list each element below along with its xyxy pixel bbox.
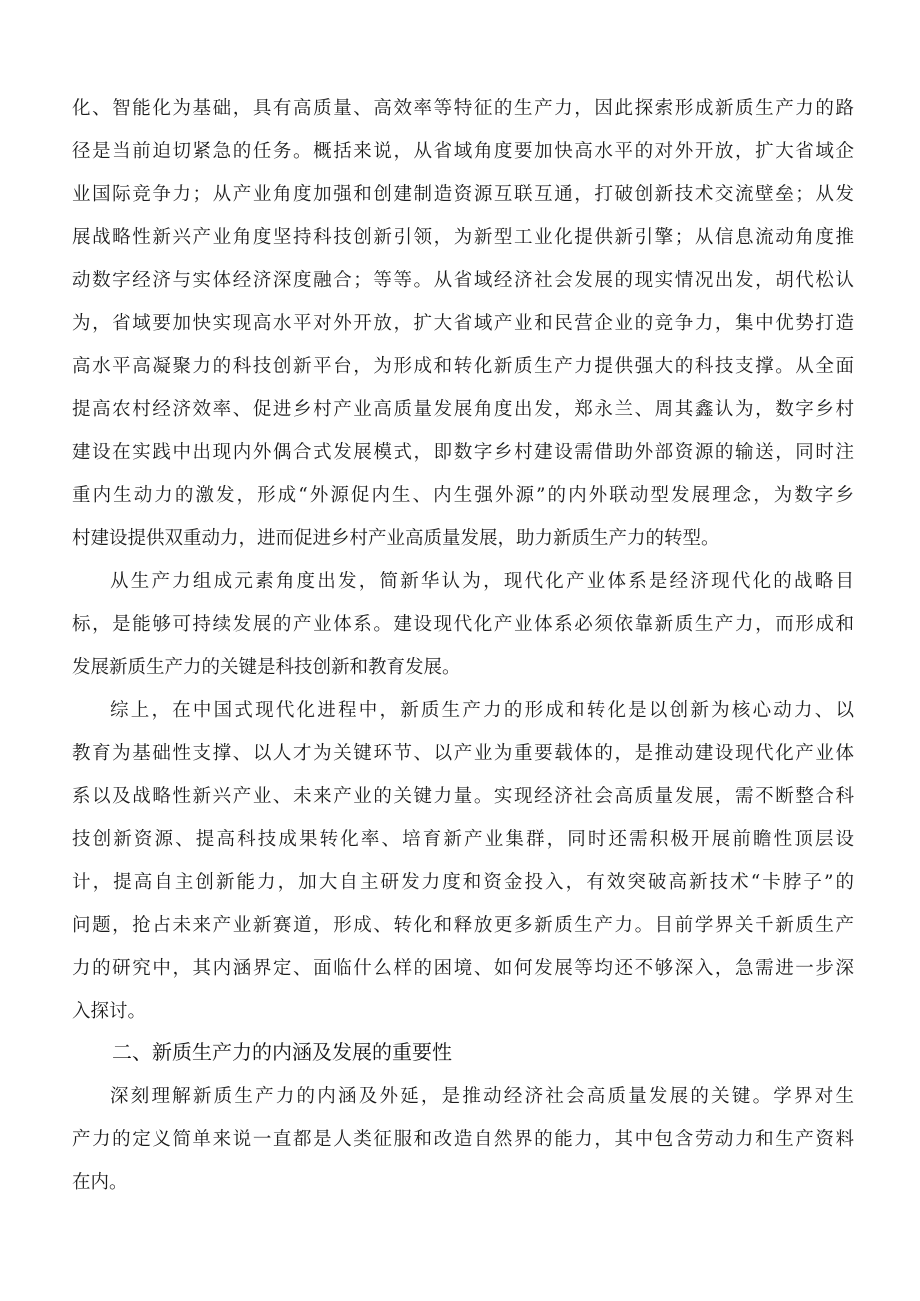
paragraph-1-line-1: 化、智能化为基础，具有高质量、高效率等特征的生产力，因此探索形成新质生产力的路 <box>72 98 854 119</box>
paragraph-4-line-3: 在内。 <box>72 1172 128 1193</box>
paragraph-3-line-7: 力的研究中，其内涵界定、面临什么样的困境、如何发展等均还不够深入，急需进一步深 <box>72 958 854 979</box>
paragraph-3-line-1: 综上，在中国式现代化进程中，新质生产力的形成和转化是以创新为核心动力、以 <box>110 700 854 721</box>
paragraph-1-line-2: 径是当前迫切紧急的任务。概括来说，从省域角度要加快高水平的对外开放，扩大省域企 <box>72 141 854 162</box>
paragraph-3-line-5: 计，提高自主创新能力，加大自主研发力度和资金投入，有效突破高新技术“卡脖子”的 <box>72 872 854 893</box>
paragraph-3-line-6: 问题，抢占未来产业新赛道，形成、转化和释放更多新质生产力。目前学界关千新质生产 <box>72 915 854 936</box>
paragraph-3-line-8: 入探讨。 <box>72 1001 147 1022</box>
paragraph-4-line-2: 产力的定义简单来说一直都是人类征服和改造自然界的能力，其中包含劳动力和生产资料 <box>72 1129 854 1150</box>
paragraph-3-line-4: 技创新资源、提高科技成果转化率、培育新产业集群，同时还需积极开展前瞻性顶层设 <box>72 829 854 850</box>
paragraph-2-line-3: 发展新质生产力的关键是科技创新和教育发展。 <box>72 657 461 678</box>
paragraph-1-line-10: 重内生动力的激发，形成“外源促内生、内生强外源”的内外联动型发展理念，为数字乡 <box>72 485 854 506</box>
paragraph-3-line-3: 系以及战略性新兴产业、未来产业的关键力量。实现经济社会高质量发展，需不断整合科 <box>72 786 854 807</box>
paragraph-3-line-2: 教育为基础性支撑、以人才为关键环节、以产业为重要载体的，是推动建设现代化产业体 <box>72 743 854 764</box>
paragraph-1-line-5: 动数字经济与实体经济深度融合；等等。从省域经济社会发展的现实情况出发，胡代松认 <box>72 270 854 291</box>
paragraph-1-line-11: 村建设提供双重动力，进而促进乡村产业高质量发展，助力新质生产力的转型。 <box>72 528 720 549</box>
paragraph-1-line-8: 提高农村经济效率、促进乡村产业高质量发展角度出发，郑永兰、周其鑫认为，数字乡村 <box>72 399 854 420</box>
paragraph-2-line-1: 从生产力组成元素角度出发，简新华认为，现代化产业体系是经济现代化的战略目 <box>110 571 854 592</box>
paragraph-1-line-4: 展战略性新兴产业角度坚持科技创新引领，为新型工业化提供新引擎；从信息流动角度推 <box>72 227 854 248</box>
paragraph-1-line-6: 为，省域要加快实现高水平对外开放，扩大省域产业和民营企业的竞争力，集中优势打造 <box>72 313 854 334</box>
section-heading: 二、新质生产力的内涵及发展的重要性 <box>112 1040 452 1064</box>
paragraph-1-line-7: 高水平高凝聚力的科技创新平台，为形成和转化新质生产力提供强大的科技支撑。从全面 <box>72 356 854 377</box>
paragraph-4-line-1: 深刻理解新质生产力的内涵及外延，是推动经济社会高质量发展的关键。学界对生 <box>110 1086 854 1107</box>
paragraph-1-line-3: 业国际竞争力；从产业角度加强和创建制造资源互联互通，打破创新技术交流壁垒；从发 <box>72 184 854 205</box>
paragraph-1-line-9: 建设在实践中出现内外偶合式发展模式，即数字乡村建设需借助外部资源的输送，同时注 <box>72 442 854 463</box>
paragraph-2-line-2: 标，是能够可持续发展的产业体系。建设现代化产业体系必须依靠新质生产力，而形成和 <box>72 614 854 635</box>
